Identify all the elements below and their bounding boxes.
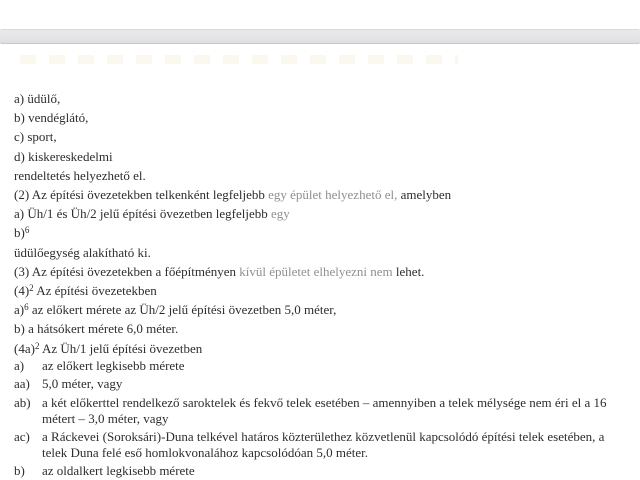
line-text: b): [14, 225, 25, 241]
line-label: b): [14, 463, 25, 479]
line-text: üdülőegység alakítható ki.: [14, 244, 151, 260]
line-text: amelyben: [397, 187, 452, 203]
faded-text-row: [20, 55, 458, 64]
line-text: egy épület helyezhető el,: [268, 187, 398, 203]
line-text: a Ráckevei (Soroksári)-Duna telkével határos közterülethez közvetlenül kapcsolódó építési telek esetében, a telek Duna felé eső homlokvonalához kapcsolódóan 5,0 méter.: [42, 429, 605, 460]
document-line: [14, 108, 630, 127]
document-line: [14, 185, 630, 204]
document-line: [14, 204, 630, 223]
line-text: 5,0 méter, vagy: [42, 376, 123, 392]
superscript-note: 6: [24, 225, 30, 236]
line-label: a): [14, 357, 25, 373]
document-line: [14, 147, 630, 166]
line-label: ab): [14, 395, 31, 411]
document-line: [14, 376, 630, 392]
superscript-note: 6: [24, 302, 29, 313]
line-text: a) Üh/1 és Üh/2 jelű építési övezetben legfeljebb: [14, 206, 272, 222]
line-text: (3) Az építési övezetekben a főépítményen: [14, 263, 240, 279]
line-text: a) üdülő,: [14, 91, 61, 106]
line-text: a két előkerttel rendelkező saroktelek és fekvő telek esetében – amennyiben a telek mélysége nem éri el a 16 métert – 3,0 méter, vagy: [42, 395, 607, 426]
line-text: lehet.: [392, 263, 425, 279]
line-label: aa): [14, 376, 30, 392]
document-line: [14, 89, 630, 108]
document-line: [14, 262, 630, 281]
document-line: [14, 429, 630, 460]
line-text: az előkert legkisebb mérete: [42, 357, 185, 373]
line-label: ac): [14, 429, 30, 445]
horizontal-divider-bar: [0, 29, 640, 44]
superscript-note: 2: [29, 283, 34, 294]
document-line: [14, 300, 630, 319]
document-line: [14, 127, 630, 146]
document-line: [14, 243, 630, 262]
line-text: egy: [271, 206, 290, 222]
line-text: Az építési övezetekben: [33, 283, 157, 299]
line-text: (2) Az építési övezetekben telkenként legfeljebb: [14, 187, 269, 203]
line-text: Az Üh/1 jelű építési övezetben: [39, 340, 203, 356]
document-line: [14, 319, 630, 338]
line-text: c) sport,: [14, 129, 57, 145]
document-line: [14, 395, 630, 426]
line-text: az előkert mérete az Üh/2 jelű építési övezetben 5,0 méter,: [28, 302, 337, 318]
line-text: az oldalkert legkisebb mérete: [42, 463, 195, 479]
line-text: b) vendéglátó,: [14, 110, 89, 126]
line-text: b) a hátsókert mérete 6,0 méter.: [14, 321, 179, 337]
line-text: kívül épületet elhelyezni nem: [239, 263, 393, 279]
document-line: [14, 358, 630, 374]
line-text: (4): [14, 283, 30, 299]
document-line: [14, 339, 630, 358]
line-text: rendeltetés helyezhető el.: [14, 167, 146, 183]
line-text: a): [14, 302, 25, 318]
document-line: [14, 463, 630, 479]
line-text: d) kiskereskedelmi: [14, 148, 113, 164]
document-line: [14, 166, 630, 185]
superscript-note: 2: [34, 340, 40, 351]
document-line: [14, 281, 630, 300]
document-page: [14, 89, 630, 480]
document-line: [14, 223, 630, 242]
line-text: (4a): [14, 340, 35, 356]
